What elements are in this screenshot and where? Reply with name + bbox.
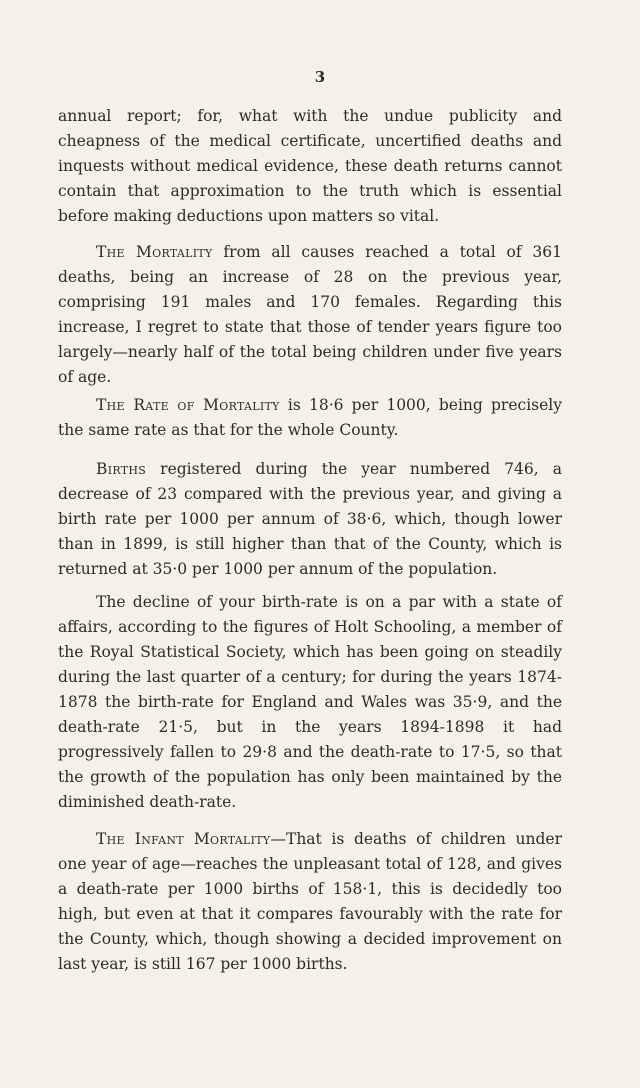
paragraph-text: from all causes reached a total of 361 deaths, being an increase of 28 on the previous year, comprising 191 males and 170 females. Regarding this increase, I regret to state that those of tender years figure too largely—nearly half of the total being children under five years of age.: [58, 243, 562, 386]
paragraph-infant-mortality: [58, 827, 562, 977]
page-number: 3: [314, 68, 326, 86]
paragraph-mortality: [58, 240, 562, 390]
paragraph-rate-of-mortality: [58, 393, 562, 443]
paragraph-text: The decline of your birth-rate is on a par with a state of affairs, according to the figures of Holt Schooling, a member of the Royal Statistical Society, which has been going on steadily during the last quarter of a century; for during the years 1874-1878 the birth-rate for England and Wales was 35·9, and the death-rate 21·5, but in the years 1894-1898 it had progressively fallen to 29·8 and the death-rate to 17·5, so that the growth of the population has only been maintained by the diminished death-rate.: [58, 593, 562, 811]
paragraph-lead: The Infant Mortality: [96, 830, 271, 848]
paragraph-text: is 18·6 per 1000, being precisely the same rate as that for the whole County.: [58, 396, 562, 439]
paragraph-birth-rate-decline: [58, 590, 562, 815]
paragraph-1: [58, 104, 562, 229]
paragraph-lead: The Mortality: [96, 243, 213, 261]
paragraph-text: —That is deaths of children under one year of age—reaches the unpleasant total of 128, and gives a death-rate per 1000 births of 158·1, this is decidedly too high, but even at that it compares favourably with the rate for the County, which, though showing a decided improvement on last year, is still 167 per 1000 births.: [58, 830, 562, 973]
paragraph-lead: The Rate of Mortality: [96, 396, 280, 414]
paragraph-text: annual report; for, what with the undue publicity and cheapness of the medical certificate, uncertified deaths and inquests without medical evidence, these death returns cannot contain that approximation to the truth which is essential before making deductions upon matters so vital.: [58, 107, 562, 225]
paragraph-text: registered during the year numbered 746, a decrease of 23 compared with the previous year, and giving a birth rate per 1000 per annum of 38·6, which, though lower than in 1899, is still higher than that of the County, which is returned at 35·0 per 1000 per annum of the population.: [58, 460, 562, 578]
paragraph-lead: Births: [96, 460, 147, 478]
paragraph-births: [58, 457, 562, 582]
